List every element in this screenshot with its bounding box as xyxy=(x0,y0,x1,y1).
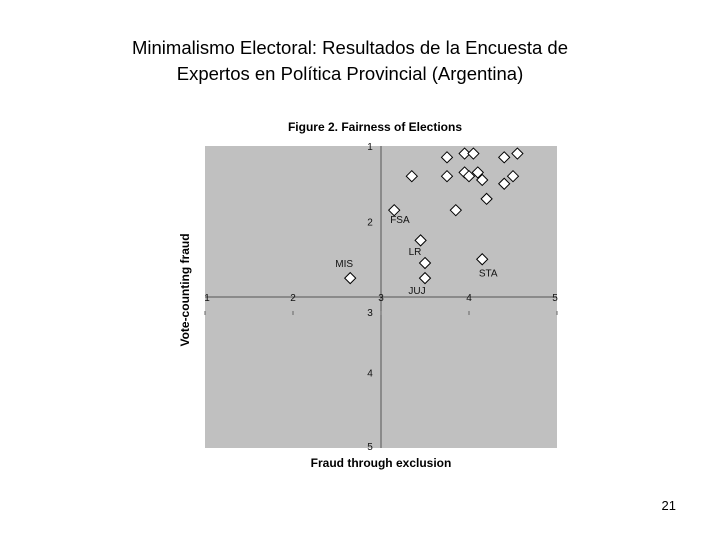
y-tick-label: 2 xyxy=(367,217,373,229)
data-point-label: JUJ xyxy=(408,286,426,298)
y-tick-label: 3 xyxy=(367,308,373,319)
y-tick-label: 1 xyxy=(367,142,373,153)
data-point-label: STA xyxy=(478,268,498,280)
x-tick-label: 1 xyxy=(204,293,210,304)
x-tick-label: 5 xyxy=(552,293,558,304)
x-tick-label: 3 xyxy=(378,293,384,304)
y-axis-title: Vote-counting fraud xyxy=(178,233,192,347)
x-tick-label: 2 xyxy=(290,293,296,304)
y-tick-label: 4 xyxy=(367,368,373,380)
page-number: 21 xyxy=(661,498,676,513)
data-point-label: FSA xyxy=(390,215,410,227)
x-tick-label: 4 xyxy=(466,293,472,304)
y-tick-label: 5 xyxy=(367,442,373,453)
chart-title: Figure 2. Fairness of Elections xyxy=(287,120,463,134)
x-axis-title: Fraud through exclusion xyxy=(310,456,452,470)
data-point-label: LR xyxy=(408,247,422,259)
slide-title-line-1: Minimalismo Electoral: Resultados de la Encuesta de xyxy=(132,37,568,58)
slide-title-line-2: Expertos en Política Provincial (Argentina) xyxy=(176,63,524,84)
data-point-label: MIS xyxy=(335,259,354,271)
